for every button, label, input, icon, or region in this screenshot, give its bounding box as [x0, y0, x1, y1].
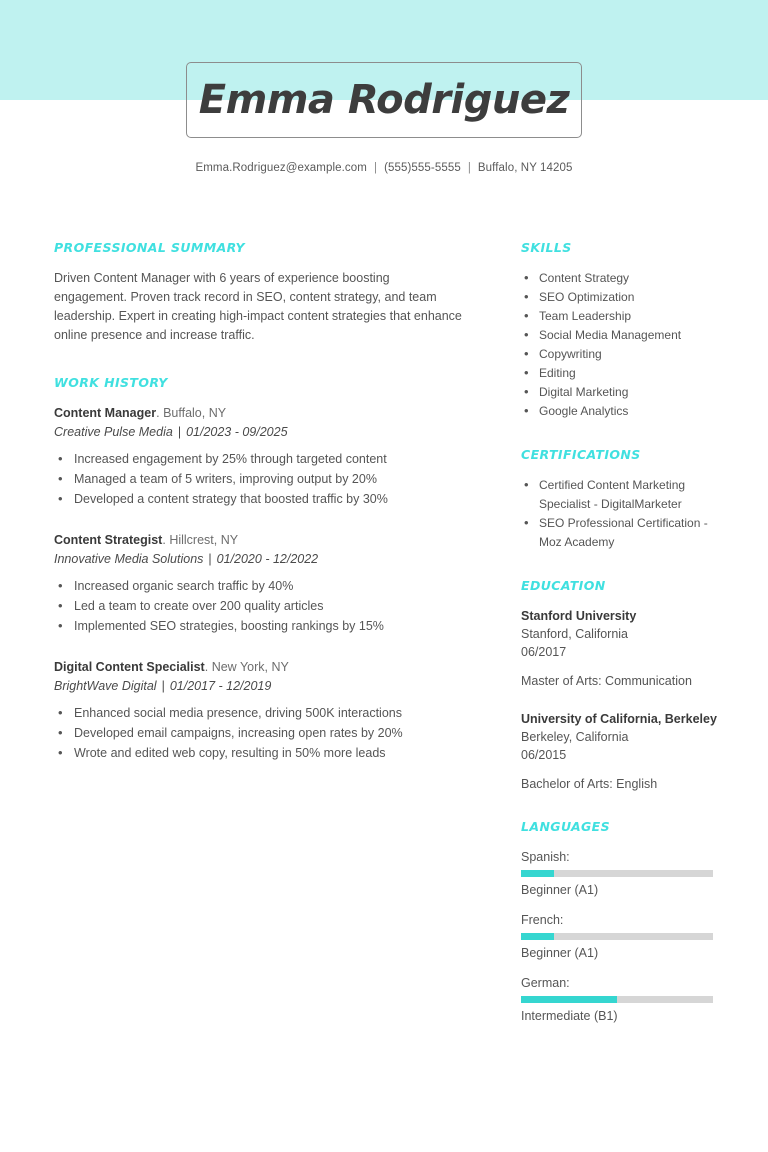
job-meta-separator: | [177, 425, 182, 439]
job-bullet-list [54, 450, 464, 509]
job-location: New York, NY [211, 660, 289, 674]
education-degree: Bachelor of Arts: English [521, 777, 658, 791]
section-education [521, 578, 721, 793]
contact-phone: (555)555-5555 [384, 162, 461, 174]
job-title-line [54, 531, 464, 549]
job-dates: 01/2020 - 12/2022 [216, 552, 319, 566]
language-level: Intermediate (B1) [521, 1009, 618, 1023]
language-name: French: [521, 913, 564, 927]
job-entry [54, 404, 464, 509]
language-level: Beginner (A1) [521, 946, 599, 960]
job-company: BrightWave Digital [54, 679, 157, 693]
skill-item: • Social Media Management [521, 326, 721, 345]
name-box [186, 62, 582, 138]
job-meta [54, 423, 464, 441]
job-company: Innovative Media Solutions [54, 552, 204, 566]
job-location: Buffalo, NY [163, 406, 227, 420]
language-proficiency-fill [521, 996, 617, 1003]
job-title-suffix: . [162, 533, 166, 547]
language-entry [521, 848, 721, 899]
job-bullet-list [54, 577, 464, 636]
contact-location: Buffalo, NY 14205 [477, 162, 573, 174]
job-meta [54, 550, 464, 568]
job-location: Hillcrest, NY [169, 533, 239, 547]
job-meta-separator: | [208, 552, 212, 566]
section-title-work-history: WORK HISTORY [54, 375, 168, 390]
contact-email: Emma.Rodriguez@example.com [195, 162, 367, 174]
language-proficiency-fill [521, 933, 554, 940]
education-location: Stanford, California [521, 627, 629, 641]
resume-body [0, 240, 768, 1055]
skill-item: • Copywriting [521, 345, 721, 364]
job-bullet: • Increased engagement by 25% through targeted content [54, 450, 464, 469]
contact-separator-2: | [467, 162, 471, 174]
section-title-languages: LANGUAGES [521, 819, 611, 834]
job-bullet: • Wrote and edited web copy, resulting in 50% more leads [54, 744, 464, 763]
candidate-name: Emma Rodriguez [198, 77, 570, 123]
skill-item: • Google Analytics [521, 402, 721, 421]
language-proficiency-track [521, 996, 713, 1003]
job-entry [54, 531, 464, 636]
education-date: 06/2017 [521, 645, 567, 659]
job-meta [54, 677, 464, 695]
left-column [54, 240, 464, 793]
job-dates: 01/2017 - 12/2019 [169, 679, 272, 693]
education-degree: Master of Arts: Communication [521, 674, 692, 688]
education-entry [521, 607, 721, 690]
section-certifications [521, 447, 721, 552]
language-entry [521, 911, 721, 962]
section-languages [521, 819, 721, 1025]
section-title-skills: SKILLS [521, 240, 572, 255]
job-bullet: • Developed a content strategy that boosted traffic by 30% [54, 490, 464, 509]
job-bullet: • Increased organic search traffic by 40% [54, 577, 464, 596]
education-entry [521, 710, 721, 793]
job-bullet: • Managed a team of 5 writers, improving output by 20% [54, 470, 464, 489]
language-proficiency-fill [521, 870, 554, 877]
language-name: German: [521, 976, 570, 990]
job-meta-separator: | [161, 679, 165, 693]
job-title-line [54, 404, 464, 422]
section-title-education: EDUCATION [521, 578, 606, 593]
section-skills [521, 240, 721, 421]
contact-separator-1: | [373, 162, 378, 174]
job-bullet: • Enhanced social media presence, driving 500K interactions [54, 704, 464, 723]
job-title-suffix: . [156, 406, 160, 420]
job-title-line [54, 658, 464, 676]
job-bullet: • Implemented SEO strategies, boosting rankings by 15% [54, 617, 464, 636]
right-column [521, 240, 721, 1055]
job-bullet-list [54, 704, 464, 763]
language-proficiency-track [521, 870, 713, 877]
skill-item: • Content Strategy [521, 269, 721, 288]
certification-item: • SEO Professional Certification - Moz Academy [521, 514, 721, 552]
job-bullet: • Led a team to create over 200 quality articles [54, 597, 464, 616]
language-entry [521, 974, 721, 1025]
skill-item: • Team Leadership [521, 307, 721, 326]
job-company: Creative Pulse Media [54, 425, 173, 439]
job-dates: 01/2023 - 09/2025 [186, 425, 288, 439]
education-school: University of California, Berkeley [521, 712, 717, 726]
section-title-professional-summary: PROFESSIONAL SUMMARY [54, 240, 246, 255]
language-proficiency-track [521, 933, 713, 940]
education-school: Stanford University [521, 609, 637, 623]
job-bullet: • Developed email campaigns, increasing open rates by 20% [54, 724, 464, 743]
section-work-history [54, 375, 464, 763]
contact-line [0, 162, 768, 174]
skill-item: • Digital Marketing [521, 383, 721, 402]
job-title: Content Manager [54, 406, 157, 420]
education-date: 06/2015 [521, 748, 567, 762]
section-professional-summary [54, 240, 464, 345]
language-name: Spanish: [521, 850, 570, 864]
education-location: Berkeley, California [521, 730, 629, 744]
section-title-certifications: CERTIFICATIONS [521, 447, 641, 462]
job-title: Content Strategist [54, 533, 163, 547]
job-entry [54, 658, 464, 763]
certification-item: • Certified Content Marketing Specialist - DigitalMarketer [521, 476, 721, 514]
professional-summary-text: Driven Content Manager with 6 years of experience boosting engagement. Proven track record in SEO, content strategy, and team leadership. Expert in creating high-impact content strategies that enhance online presence and increase traffic. [54, 271, 462, 342]
job-title-suffix: . [204, 660, 209, 674]
skill-item: • SEO Optimization [521, 288, 721, 307]
job-title: Digital Content Specialist [54, 660, 205, 674]
certifications-list [521, 476, 721, 552]
skill-item: • Editing [521, 364, 721, 383]
language-level: Beginner (A1) [521, 883, 599, 897]
skills-list [521, 269, 721, 421]
